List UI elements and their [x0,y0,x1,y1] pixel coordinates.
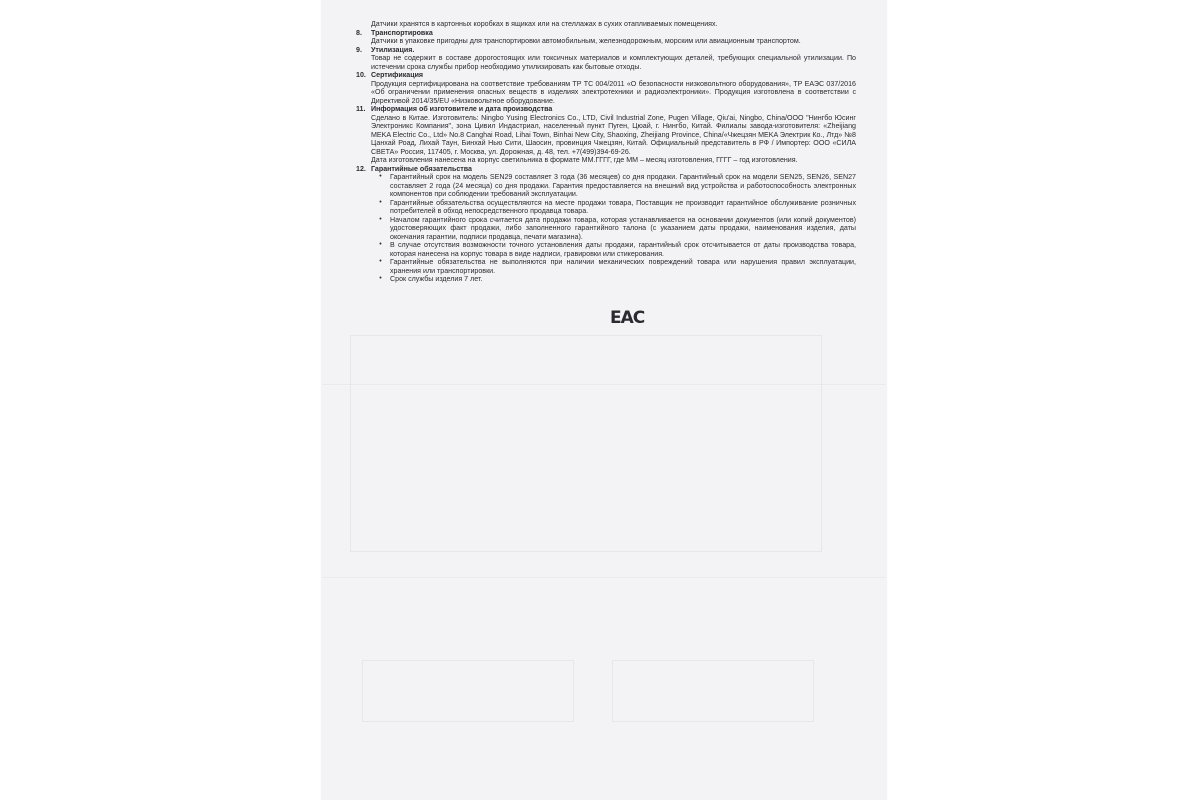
section-number: 12. [356,164,366,173]
document-sheet [322,0,886,800]
section-heading [356,71,856,80]
section-body [356,37,856,46]
section-number: 8. [356,28,362,37]
warranty-item [371,199,856,216]
bullet-icon: • [379,198,382,206]
warranty-text: Началом гарантийного срока считается дата продажи товара, которая устанавливается на основании документов (или копий документов) удостоверяющих факт продажи, либо заполненного гарантийного талона (с указанием даты продажи, наименования изделия, даты окончания гарантии, подписи продавца, печати магазина). [390,215,856,241]
section-paragraph: Датчики в упаковке пригодны для транспортировки автомобильным, железнодорожным, морским или авиационным транспортом. [371,37,801,45]
section [356,46,856,72]
bullet-icon: • [379,241,382,248]
section-title: Информация об изготовителе и дата производства [371,105,553,113]
section-number: 9. [356,45,362,54]
section [356,105,856,165]
section-title: Транспортировка [371,28,433,37]
section [356,165,856,174]
section-title: Гарантийные обязательства [371,164,472,173]
warranty-text: В случае отсутствия возможности точного установления даты продажи, гарантийный срок отсчитывается от даты производства товара, которая нанесена на корпус товара в виде надписи, гравировки или стикерования. [390,241,856,258]
warranty-item [371,241,856,258]
ghost-frame [362,660,574,722]
section-paragraph: Товар не содержит в составе дорогостоящих или токсичных материалов и комплектующих деталей, требующих специальной утилизации. По истечении срока службы прибор необходимо утилизировать как бытовые отходы. [371,54,856,71]
bullet-icon: • [379,258,382,265]
section-paragraph: Продукция сертифицирована на соответствие требованиям ТР ТС 004/2011 «О безопасности низковольтного оборудования», ТР ЕАЭС 037/2016 «Об ограничении применения опасных веществ в изделиях электротехники и радиоэлектроники». Продукция изготовлена в соответствии с Директивой 2014/35/EU «Низковольтное оборудование. [371,79,856,105]
section-heading [356,105,856,114]
warranty-item [371,275,856,284]
bullet-icon: • [379,275,382,282]
sections-list [356,29,856,174]
paper-fold [322,384,886,386]
section-body [356,80,856,106]
warranty-text: Гарантийный срок на модель SEN29 составляет 3 года (36 месяцев) со дня продажи. Гарантийный срок на модели SEN25, SEN26, SEN27 составляет 2 года (24 месяца) со дня продажи. Гарантия предоставляется на внешний вид устройства и работоспособность электронных компонентов при соблюдении требований эксплуатации. [390,173,856,198]
section-heading [356,29,856,38]
warranty-text: Гарантийные обязательства не выполняются при наличии механических повреждений товара или нарушения правил эксплуатации, хранения или транспортировки. [390,258,856,275]
warranty-text: Срок службы изделия 7 лет. [390,275,483,283]
warranty-item [371,216,856,242]
section-heading [356,46,856,55]
paper-fold [322,577,886,579]
section [356,71,856,105]
storage-text: Датчики хранятся в картонных коробках в ящиках или на стеллажах в сухих отапливаемых помещениях. [371,20,718,28]
section [356,29,856,46]
warranty-list [356,173,856,284]
bullet-icon: • [379,215,382,223]
eac-mark: EAC [610,308,645,328]
warranty-text: Гарантийные обязательства осуществляются на месте продажи товара, Поставщик не производит гарантийное обслуживание розничных потребителей в обход непосредственного продавца товара. [390,198,856,215]
section-heading [356,165,856,174]
section-number: 11. [356,105,366,113]
warranty-item [371,258,856,275]
ghost-frame [350,335,822,552]
section-title: Сертификация [371,71,424,79]
section-paragraph: Сделано в Китае. Изготовитель: Ningbo Yusing Electronics Co., LTD, Civil Industrial Zone, Pugen Village, Qiu'ai, Ningbo, China/ООО "Нингбо Юсинг Электроникс Компания", зона Цивил Индастриал, населенный пункт Пуген, Цюай, г. Нингбо, Китай. Филиалы завода-изготовителя: «Zheijiang MEKA Electric Co., Ltd» No.8 Canghai Road, Lihai Town, Binhai New City, Shaoxing, Zheijiang Province, China/«Чжецзян MEKA Электрик Ко., Лтд» №8 Цанхай Роад, Лихай Таун, Бинхай Нью Сити, Шаосин, провинция Чжецзян, Китай. Официальный представитель в РФ / Импортер: ООО «СИЛА СВЕТА» Россия, 117405, г. Москва, ул. Дорожная, д. 48, тел. +7(499)394-69-26. [371,113,856,156]
section-number: 10. [356,71,366,79]
section-paragraph: Дата изготовления нанесена на корпус светильника в формате ММ.ГГГГ, где ММ – месяц изготовления, ГГГГ – год изготовления. [371,156,798,164]
ghost-frame [612,660,814,722]
section-title: Утилизация. [371,45,415,54]
warranty-item [371,173,856,199]
section-body [356,54,856,71]
bullet-icon: • [379,173,382,180]
section-body [356,114,856,165]
document-content [356,20,856,284]
